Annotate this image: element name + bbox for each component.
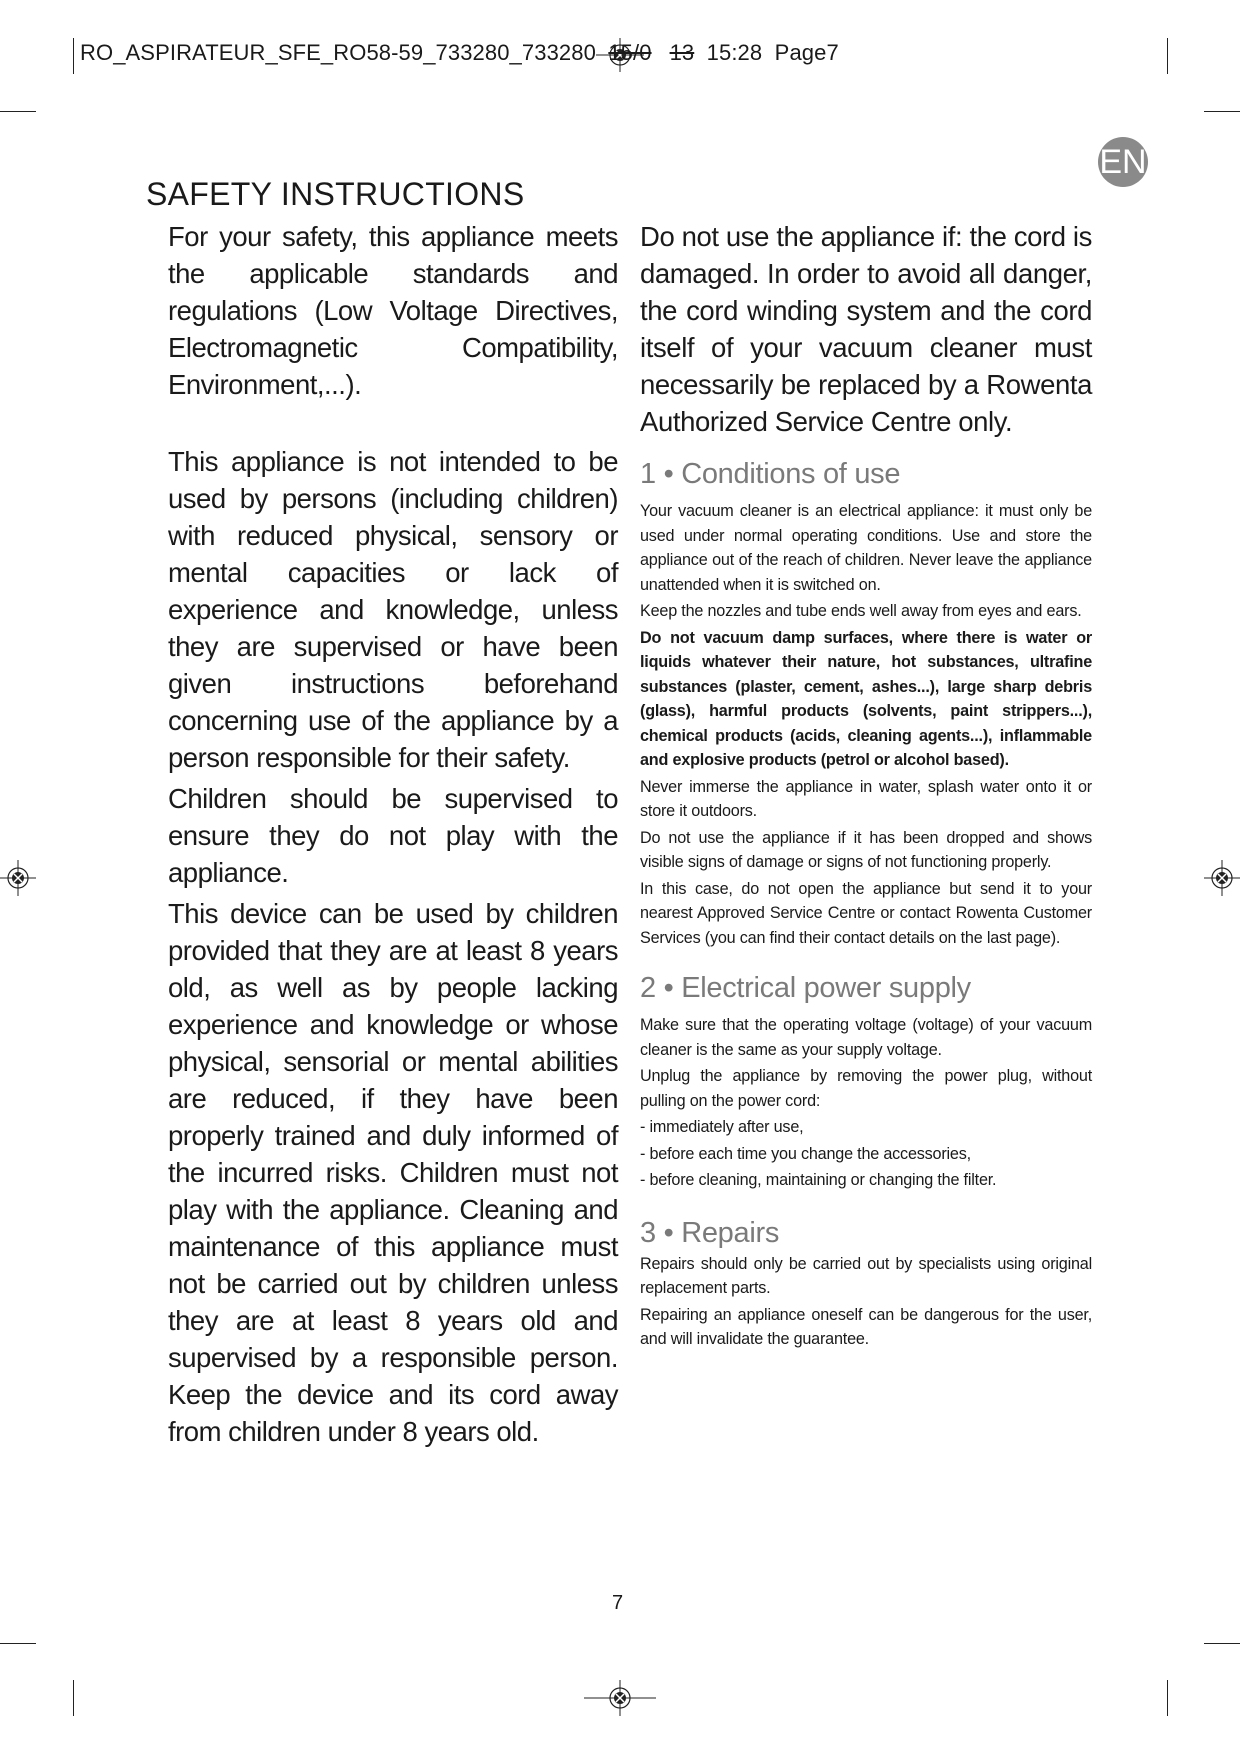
power-paragraph-1: Make sure that the operating voltage (voltage) of your vacuum cleaner is the same as your supply voltage. bbox=[640, 1016, 1092, 1059]
power-paragraph-2: Unplug the appliance by removing the power plug, without pulling on the power cord: bbox=[640, 1067, 1092, 1110]
crop-mark-top-right-h bbox=[1204, 111, 1240, 112]
registration-mark-left-icon bbox=[0, 860, 36, 896]
power-bullet-2: - before each time you change the accessories, bbox=[640, 1144, 971, 1163]
crop-mark-top-left-v bbox=[73, 38, 74, 74]
conditions-paragraph-2: Keep the nozzles and tube ends well away from eyes and ears. bbox=[640, 602, 1082, 620]
crop-mark-bottom-right-h bbox=[1204, 1643, 1240, 1644]
right-column bbox=[640, 218, 1092, 1354]
conditions-paragraph-6: In this case, do not open the appliance but send it to your nearest Approved Service Centre or contact Rowenta Customer Services (you can find their contact details on the last page). bbox=[640, 879, 1092, 947]
section-heading-electrical-power-supply: 2 • Electrical power supply bbox=[640, 972, 971, 1004]
left-column bbox=[168, 218, 618, 1490]
reduced-capacity-paragraph: This appliance is not intended to be used by persons (including children) with reduced physical, sensory or mental capacities or lack of experience and knowledge, unless they are supervised or have been given instructions beforehand concerning use of the appliance by a person responsible for their safety. bbox=[168, 446, 618, 773]
power-bullet-1: - immediately after use, bbox=[640, 1118, 804, 1136]
section-heading-repairs: 3 • Repairs bbox=[640, 1216, 780, 1249]
power-bullet-3: - before cleaning, maintaining or changing the filter. bbox=[640, 1171, 997, 1189]
cord-damage-paragraph: Do not use the appliance if: the cord is damaged. In order to avoid all danger, the cord winding system and the cord itself of your vacuum cleaner must necessarily be replaced by a Rowenta Authorized Service Centre only. bbox=[640, 221, 1092, 437]
page-title: SAFETY INSTRUCTIONS bbox=[146, 176, 525, 212]
print-slug-date: 15/0 bbox=[608, 40, 652, 65]
safety-standards-paragraph: For your safety, this appliance meets the applicable standards and regulations (Low Voltage Directives, Electromagnetic Compatibility, Environment,...). bbox=[168, 221, 618, 400]
crop-mark-bottom-left-v bbox=[73, 1680, 74, 1716]
conditions-paragraph-5: Do not use the appliance if it has been dropped and shows visible signs of damage or signs of not functioning properly. bbox=[640, 828, 1092, 871]
print-slug-page: Page7 bbox=[774, 40, 839, 65]
print-slug-date-tail: 13 bbox=[669, 40, 695, 65]
crop-mark-bottom-right-v bbox=[1167, 1680, 1168, 1716]
print-slug-header bbox=[80, 40, 839, 66]
crop-mark-top-right-v bbox=[1167, 38, 1168, 74]
conditions-paragraph-1: Your vacuum cleaner is an electrical appliance: it must only be used under normal operating conditions. Use and store the appliance out of the reach of children. Never leave the appliance unattended when it is switched on. bbox=[640, 502, 1092, 594]
conditions-paragraph-4: Never immerse the appliance in water, splash water onto it or store it outdoors. bbox=[640, 777, 1092, 820]
crop-mark-bottom-left-h bbox=[0, 1643, 36, 1644]
repairs-paragraph-1: Repairs should only be carried out by specialists using original replacement parts. bbox=[640, 1254, 1092, 1297]
crop-mark-top-left-h bbox=[0, 111, 36, 112]
repairs-paragraph-2: Repairing an appliance oneself can be dangerous for the user, and will invalidate the guarantee. bbox=[640, 1305, 1092, 1348]
conditions-warning-bold: Do not vacuum damp surfaces, where there is water or liquids whatever their nature, hot substances, ultrafine substances (plaster, cement, ashes...), large sharp debris (glass), harmful products (solvents, paint strippers...), chemical products (acids, cleaning agents...), inflammable and explosive products (petrol or alcohol based). bbox=[640, 628, 1092, 769]
children-age-paragraph: This device can be used by children provided that they are at least 8 years old, as well as by people lacking experience and knowledge or whose physical, sensorial or mental abilities are reduced, if they have been properly trained and duly informed of the incurred risks. Children must not play with the appliance. Cleaning and maintenance of this appliance must not be carried out by children unless they are at least 8 years old and supervised by a responsible person. Keep the device and its cord away from children under 8 years old. bbox=[168, 898, 618, 1447]
print-slug-filename: RO_ASPIRATEUR_SFE_RO58-59_733280_733280 bbox=[80, 40, 596, 65]
section-heading-conditions-of-use: 1 • Conditions of use bbox=[640, 458, 901, 490]
registration-mark-bottom-icon bbox=[584, 1680, 656, 1716]
language-badge: EN bbox=[1098, 137, 1148, 187]
page-number: 7 bbox=[612, 1592, 624, 1614]
registration-mark-right-icon bbox=[1204, 860, 1240, 896]
print-slug-time: 15:28 bbox=[706, 40, 763, 65]
children-supervision-paragraph: Children should be supervised to ensure they do not play with the appliance. bbox=[168, 783, 618, 888]
